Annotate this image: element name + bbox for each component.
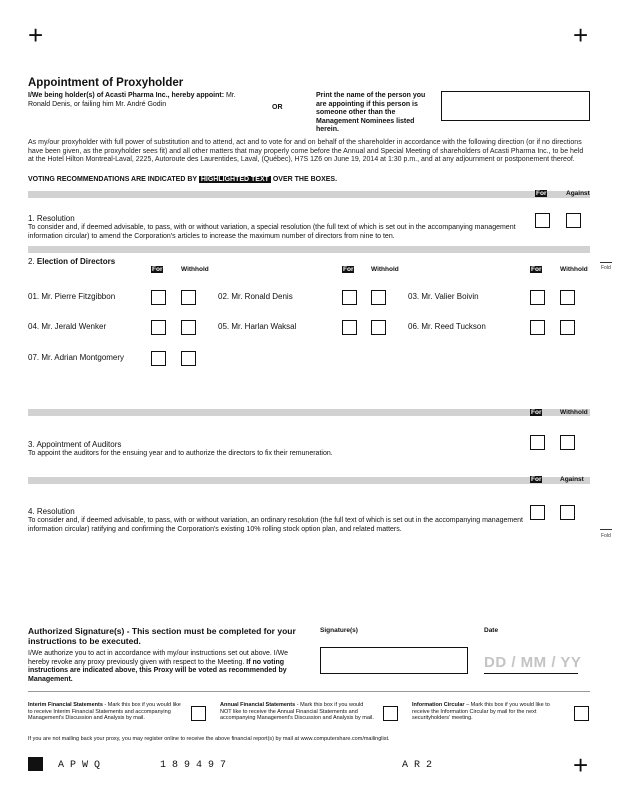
- info-circular-checkbox[interactable]: [574, 706, 589, 721]
- res4-for-checkbox[interactable]: [530, 505, 545, 520]
- director-01-label: 01. Mr. Pierre Fitzgibbon: [28, 292, 116, 301]
- auditors-title: 3. Appointment of Auditors: [28, 440, 122, 449]
- director-07-label: 07. Mr. Adrian Montgomery: [28, 353, 125, 362]
- director-04-label: 04. Mr. Jerald Wenker: [28, 322, 107, 331]
- signature-text-bold: If no voting instructions are indicated above, this Proxy will be voted as recommended by Management.: [28, 658, 287, 683]
- date-field-underline: [484, 673, 578, 674]
- section-bar-1: [28, 191, 590, 198]
- director-01-withhold-checkbox[interactable]: [181, 290, 196, 305]
- info-circular-bold: Information Circular: [412, 702, 465, 708]
- res1-against-checkbox[interactable]: [566, 213, 581, 228]
- signature-text-plain: I/We authorize you to act in accordance with my/our instructions set out above. I/We hereby revoke any proxy previously given with respect to the Meeting.: [28, 650, 289, 666]
- fold-line-1: [600, 262, 612, 263]
- res1-title: 1. Resolution: [28, 214, 75, 223]
- date-field[interactable]: DD / MM / YY: [484, 654, 582, 671]
- fold-line-2: [600, 529, 612, 530]
- voting-reco-suffix: OVER THE BOXES.: [270, 176, 338, 183]
- registration-block: [28, 757, 43, 771]
- appointment-title: Appointment of Proxyholder: [28, 77, 184, 89]
- res1-for-checkbox[interactable]: [535, 213, 550, 228]
- fold-label-1: Fold: [601, 265, 611, 271]
- voting-recommendations: [28, 176, 337, 183]
- election-col3-for-header: For: [531, 266, 542, 273]
- res4-text: To consider and, if deemed advisable, to pass, with or without variation, an ordinary resolution (the full text of which is set out in the accompanying management information circular) ratifying and confirming the Corporation's existing 10% rolling stock option plan, and related matters.: [28, 517, 523, 533]
- appointment-body: As my/our proxyholder with full power of substitution and to attend, act and to vote for and on behalf of the shareholder in accordance with the following direction (or if no directions have been given, as the proxyholder sees fit) and all other matters that may properly come before the Annual and Special Meeting of shareholders of Acasti Pharma Inc., to be held at the Hotel Hilton Montreal-Laval, 2225, Autoroute des Laurentides, Laval, (Québec), H7S 1Z6 on June 19, 2014 at 1:30 p.m., and at any adjournment or postponement thereof.: [28, 139, 584, 163]
- signature-field[interactable]: [320, 647, 468, 674]
- auditors-withhold-header: Withhold: [560, 409, 588, 416]
- election-title-text: Election of Directors: [36, 257, 116, 266]
- info-circular-rest: – Mark this box if you would like to receive the Information Circular by mail for the next securityholders' meeting.: [412, 702, 550, 722]
- director-02-withhold-checkbox[interactable]: [371, 290, 386, 305]
- fold-label-2: Fold: [601, 533, 611, 539]
- interim-statements-checkbox[interactable]: [191, 706, 206, 721]
- director-01-for-checkbox[interactable]: [151, 290, 166, 305]
- appointment-intro-rest: Mr. Ronald Denis, or failing him Mr. André Godin: [28, 92, 236, 108]
- section-bar-2: [28, 246, 590, 253]
- appointment-intro: [28, 92, 253, 109]
- res4-for-header: For: [531, 476, 542, 483]
- director-03-withhold-checkbox[interactable]: [560, 290, 575, 305]
- election-col2-withhold-header: Withhold: [371, 266, 399, 273]
- director-06-label: 06. Mr. Reed Tuckson: [408, 322, 486, 331]
- appointment-intro-bold: I/We being holder(s) of Acasti Pharma Inc., hereby appoint:: [28, 92, 225, 99]
- signature-text: [28, 650, 303, 684]
- voting-reco-prefix: VOTING RECOMMENDATIONS ARE INDICATED BY: [28, 176, 199, 183]
- section-bar-3: [28, 409, 590, 416]
- director-02-for-checkbox[interactable]: [342, 290, 357, 305]
- director-04-withhold-checkbox[interactable]: [181, 320, 196, 335]
- date-label: Date: [484, 627, 499, 634]
- auditors-for-header: For: [531, 409, 542, 416]
- res1-text: To consider and, if deemed advisable, to pass, with or without variation, a special resolution (the full text of which is set out in the accompanying management information circular) to amend the Corporation's articles to increase the maximum number of directors from nine to ten.: [28, 224, 516, 240]
- election-col1-for-header: For: [152, 266, 163, 273]
- res1-against-header: Against: [566, 190, 590, 197]
- section-bar-4: [28, 477, 590, 484]
- director-04-for-checkbox[interactable]: [151, 320, 166, 335]
- director-06-for-checkbox[interactable]: [530, 320, 545, 335]
- auditors-text: To appoint the auditors for the ensuing year and to authorize the directors to fix their remuneration.: [28, 450, 333, 457]
- director-06-withhold-checkbox[interactable]: [560, 320, 575, 335]
- res4-against-header: Against: [560, 476, 584, 483]
- res4-against-checkbox[interactable]: [560, 505, 575, 520]
- or-label: OR: [272, 104, 283, 111]
- res4-title: 4. Resolution: [28, 507, 75, 516]
- auditors-withhold-checkbox[interactable]: [560, 435, 575, 450]
- interim-statements-rest: - Mark this box if you would like to receive Interim Financial Statements and accompanying Management's Discussion and Analysis by mail.: [28, 702, 181, 722]
- crop-mark-bottom-right: +: [573, 750, 589, 780]
- footer-code-2: 1 8 9 4 9 7: [160, 760, 227, 771]
- director-07-for-checkbox[interactable]: [151, 351, 166, 366]
- director-03-for-checkbox[interactable]: [530, 290, 545, 305]
- footer-code-3: A R 2: [402, 760, 433, 771]
- election-col2-for-header: For: [343, 266, 354, 273]
- footer-code-1: A P W Q: [58, 760, 101, 771]
- print-name-instruction: Print the name of the person you are appointing if this person is someone other than the Management Nominees listed herein.: [316, 92, 426, 133]
- director-02-label: 02. Mr. Ronald Denis: [218, 292, 293, 301]
- auditors-for-checkbox[interactable]: [530, 435, 545, 450]
- annual-statements-text: [220, 702, 375, 722]
- signature-label: Signature(s): [320, 627, 358, 634]
- proxyholder-name-field[interactable]: [441, 91, 590, 121]
- election-col3-withhold-header: Withhold: [560, 266, 588, 273]
- election-title: [28, 257, 115, 267]
- annual-statements-bold: Annual Financial Statements: [220, 702, 296, 708]
- crop-mark-top-left: +: [28, 20, 44, 50]
- interim-statements-text: [28, 702, 183, 722]
- annual-statements-rest: - Mark this box if you would NOT like to receive the Annual Financial Statements and accompanying Management's Discussion and Analysis by mail.: [220, 702, 374, 722]
- interim-statements-bold: Interim Financial Statements: [28, 702, 103, 708]
- director-05-withhold-checkbox[interactable]: [371, 320, 386, 335]
- mailing-separator: [28, 691, 590, 692]
- election-col1-withhold-header: Withhold: [181, 266, 209, 273]
- director-05-for-checkbox[interactable]: [342, 320, 357, 335]
- crop-mark-top-right: +: [573, 20, 589, 50]
- election-title-num: 2.: [28, 257, 35, 266]
- annual-statements-checkbox[interactable]: [383, 706, 398, 721]
- voting-reco-highlight: HIGHLIGHTED TEXT: [200, 176, 269, 183]
- res1-for-header: For: [536, 190, 547, 197]
- director-05-label: 05. Mr. Harlan Waksal: [218, 322, 297, 331]
- info-circular-text: [412, 702, 567, 722]
- director-07-withhold-checkbox[interactable]: [181, 351, 196, 366]
- mailing-footer-note: If you are not mailing back your proxy, you may register online to receive the above financial report(s) by mail at www.computershare.com/mailinglist.: [28, 736, 390, 742]
- director-03-label: 03. Mr. Valier Boivin: [408, 292, 479, 301]
- signature-title: Authorized Signature(s) - This section must be completed for your instructions to be executed.: [28, 626, 296, 646]
